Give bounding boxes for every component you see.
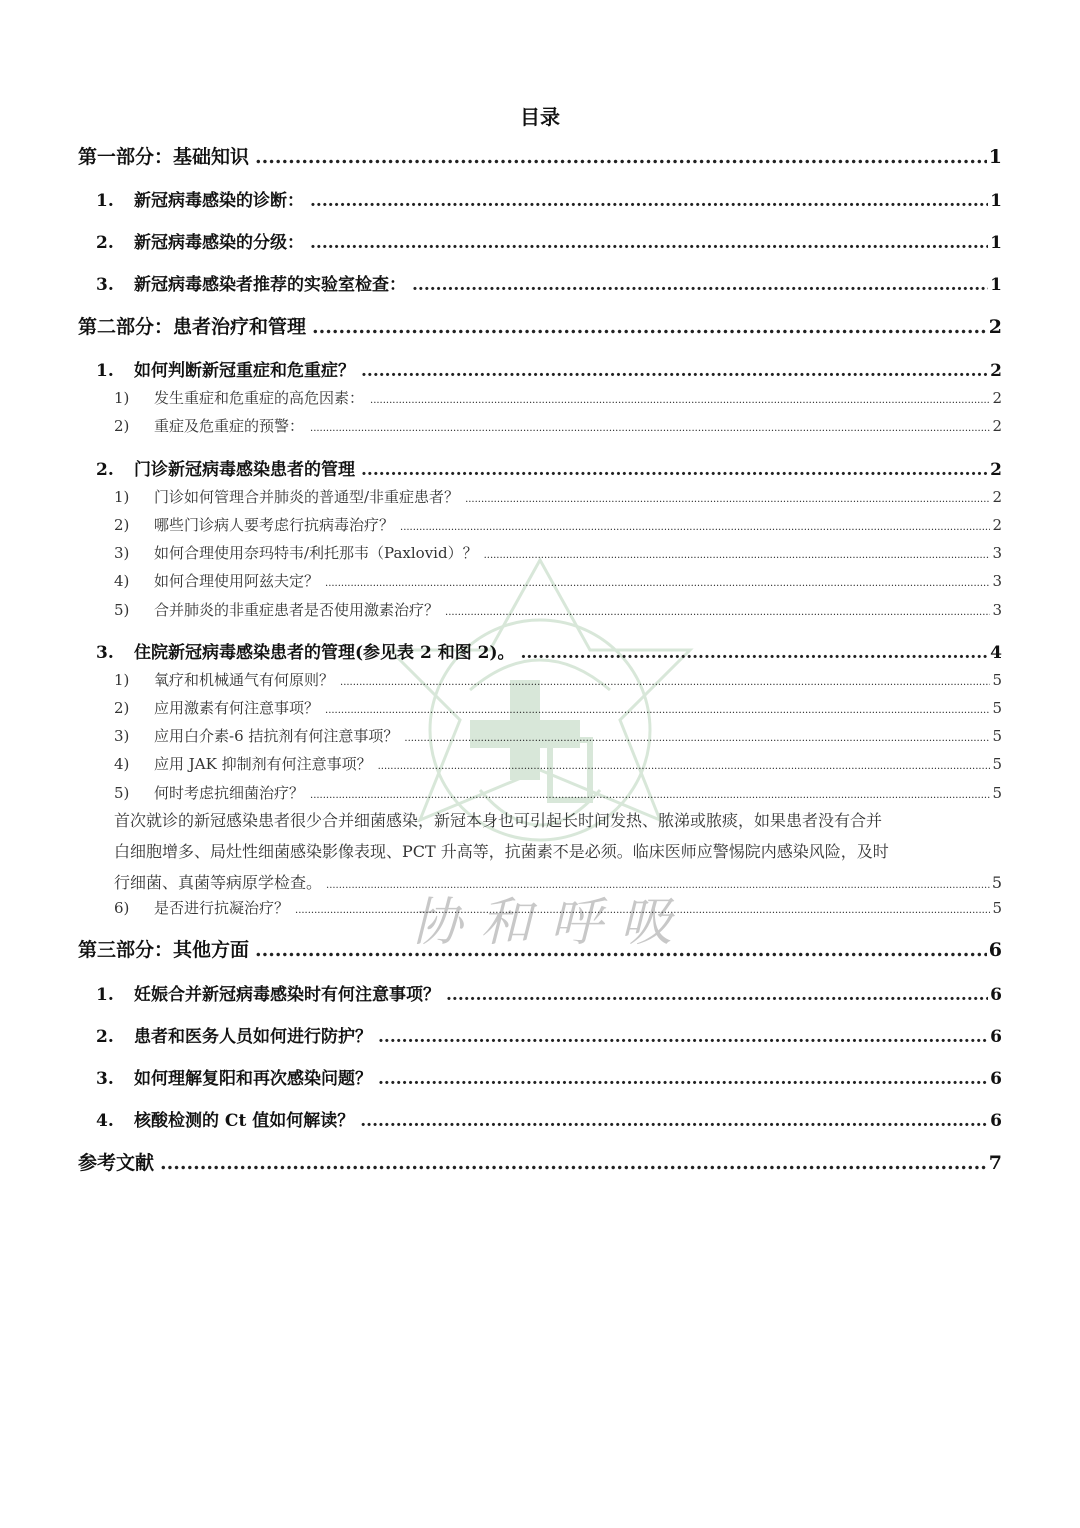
toc-entry-label: 参考文献 bbox=[78, 1152, 155, 1174]
toc-entry-number: 5) bbox=[114, 601, 130, 619]
paragraph-line: 行细菌、真菌等病原学检查。 bbox=[114, 873, 323, 892]
toc-entry-number: 1) bbox=[114, 389, 130, 407]
toc-entry[interactable] bbox=[96, 186, 1002, 211]
toc-subentry[interactable] bbox=[114, 753, 1002, 774]
toc-subentry[interactable] bbox=[114, 514, 1002, 535]
leader-dots bbox=[310, 233, 988, 253]
toc-page-number: 7 bbox=[988, 1152, 1002, 1174]
toc-page-number: 5 bbox=[992, 699, 1002, 717]
leader-dots bbox=[312, 316, 987, 338]
toc-subentry[interactable] bbox=[114, 387, 1002, 408]
leader-dots bbox=[465, 494, 990, 505]
toc-page-number: 1 bbox=[990, 275, 1002, 295]
toc-entry-label: 新冠病毒感染的诊断： bbox=[134, 191, 304, 211]
toc-entry-label: 何时考虑抗细菌治疗？ bbox=[154, 784, 305, 802]
toc-entry-number: 4) bbox=[114, 755, 130, 773]
leader-dots bbox=[310, 423, 990, 434]
leader-dots bbox=[160, 1152, 987, 1174]
toc-entry-part2[interactable] bbox=[78, 312, 1002, 339]
paragraph-line: 白细胞增多、局灶性细菌感染影像表现、PCT 升高等，抗菌素不是必须。临床医师应警惕院内感染风险，及时 bbox=[114, 842, 889, 861]
toc-entry-label: 第二部分：患者治疗和管理 bbox=[78, 316, 307, 338]
paragraph-last-line bbox=[114, 867, 1002, 901]
leader-dots bbox=[295, 905, 990, 916]
toc-subentry[interactable] bbox=[114, 697, 1002, 718]
toc-page-number: 1 bbox=[990, 233, 1002, 253]
toc-entry-label: 门诊如何管理合并肺炎的普通型/非重症患者？ bbox=[154, 488, 460, 506]
toc-page-number: 3 bbox=[992, 601, 1002, 619]
toc-subentry[interactable] bbox=[114, 415, 1002, 436]
toc-entry-label: 门诊新冠病毒感染患者的管理 bbox=[134, 460, 355, 480]
leader-dots bbox=[255, 146, 987, 168]
toc-page-number: 2 bbox=[992, 389, 1002, 407]
toc-entry-label: 氧疗和机械通气有何原则？ bbox=[154, 671, 335, 689]
leader-dots bbox=[446, 985, 988, 1005]
toc-subentry[interactable] bbox=[114, 725, 1002, 746]
toc-entry[interactable] bbox=[96, 270, 1002, 295]
toc-entry-label: 如何理解复阳和再次感染问题？ bbox=[134, 1069, 372, 1089]
toc-entry-label: 新冠病毒感染的分级： bbox=[134, 233, 304, 253]
leader-dots bbox=[255, 939, 987, 961]
toc-entry-label: 应用白介素-6 拮抗剂有何注意事项？ bbox=[154, 727, 399, 745]
toc-entry-number: 6) bbox=[114, 899, 130, 917]
toc-entry[interactable] bbox=[96, 1106, 1002, 1131]
toc-subentry[interactable] bbox=[114, 669, 1002, 690]
toc-entry-label: 合并肺炎的非重症患者是否使用激素治疗？ bbox=[154, 601, 440, 619]
toc-subentry[interactable] bbox=[114, 486, 1002, 507]
toc-entry[interactable] bbox=[96, 356, 1002, 381]
toc-subentry[interactable] bbox=[114, 599, 1002, 620]
toc-page-number: 2 bbox=[990, 460, 1002, 480]
toc-page-number: 2 bbox=[990, 361, 1002, 381]
toc-page-number: 6 bbox=[990, 1069, 1002, 1089]
toc-entry[interactable] bbox=[96, 980, 1002, 1005]
toc-subentry[interactable] bbox=[114, 897, 1002, 918]
leader-dots bbox=[484, 550, 991, 561]
toc-entry-references[interactable] bbox=[78, 1148, 1002, 1175]
toc-entry[interactable] bbox=[96, 228, 1002, 253]
toc-page-number: 6 bbox=[990, 1027, 1002, 1047]
leader-dots bbox=[310, 790, 990, 801]
toc-entry-number: 3. bbox=[96, 1069, 114, 1089]
leader-dots bbox=[360, 1111, 988, 1131]
leader-dots bbox=[378, 1069, 988, 1089]
toc-page-number: 3 bbox=[992, 572, 1002, 590]
toc-page-number: 2 bbox=[988, 316, 1002, 338]
toc-entry-number: 4. bbox=[96, 1111, 114, 1131]
toc-title: 目录 bbox=[520, 105, 560, 129]
toc-entry-label: 如何判断新冠重症和危重症？ bbox=[134, 361, 355, 381]
toc-entry[interactable] bbox=[96, 638, 1002, 663]
toc-entry-number: 3) bbox=[114, 544, 130, 562]
toc-subentry[interactable] bbox=[114, 570, 1002, 591]
leader-dots bbox=[325, 578, 990, 589]
toc-page-number: 2 bbox=[992, 417, 1002, 435]
toc-subentry[interactable] bbox=[114, 542, 1002, 563]
toc-entry-part1[interactable] bbox=[78, 142, 1002, 169]
leader-dots bbox=[521, 643, 989, 663]
leader-dots bbox=[325, 705, 990, 716]
toc-entry-label: 重症及危重症的预警： bbox=[154, 417, 305, 435]
toc-entry-label: 是否进行抗凝治疗？ bbox=[154, 899, 290, 917]
toc-entry[interactable] bbox=[96, 1022, 1002, 1047]
leader-dots bbox=[370, 395, 990, 406]
toc-entry-number: 5) bbox=[114, 784, 130, 802]
toc-entry-number: 1. bbox=[96, 985, 114, 1005]
toc-page-number: 5 bbox=[992, 784, 1002, 802]
leader-dots bbox=[361, 361, 988, 381]
toc-page-number: 5 bbox=[992, 671, 1002, 689]
toc-entry-number: 2. bbox=[96, 233, 114, 253]
toc-page-number: 5 bbox=[992, 899, 1002, 917]
toc-page-number: 5 bbox=[991, 873, 1002, 892]
toc-entry-number: 3. bbox=[96, 275, 114, 295]
toc-entry-label: 发生重症和危重症的高危因素： bbox=[154, 389, 365, 407]
toc-entry-number: 1) bbox=[114, 488, 130, 506]
toc-entry-number: 2) bbox=[114, 417, 130, 435]
toc-paragraph[interactable] bbox=[114, 805, 1002, 901]
toc-entry-number: 2) bbox=[114, 516, 130, 534]
toc-entry-label: 新冠病毒感染者推荐的实验室检查： bbox=[134, 275, 406, 295]
toc-entry-label: 应用激素有何注意事项？ bbox=[154, 699, 320, 717]
toc-entry-label: 住院新冠病毒感染患者的管理(参见表 2 和图 2)。 bbox=[134, 643, 515, 663]
toc-entry-label: 哪些门诊病人要考虑行抗病毒治疗？ bbox=[154, 516, 395, 534]
toc-entry-number: 1. bbox=[96, 191, 114, 211]
watermark-text: 协和呼吸 bbox=[409, 893, 690, 953]
toc-page-number: 1 bbox=[988, 146, 1002, 168]
toc-entry-label: 应用 JAK 抑制剂有何注意事项？ bbox=[154, 755, 372, 773]
leader-dots bbox=[378, 1027, 988, 1047]
toc-entry-number: 1. bbox=[96, 361, 114, 381]
toc-entry-number: 2) bbox=[114, 699, 130, 717]
toc-subentry[interactable] bbox=[114, 782, 1002, 803]
toc-page-number: 3 bbox=[992, 544, 1002, 562]
toc-entry-number: 2. bbox=[96, 460, 114, 480]
toc-entry[interactable] bbox=[96, 455, 1002, 480]
toc-page-number: 2 bbox=[992, 488, 1002, 506]
leader-dots bbox=[404, 733, 990, 744]
toc-entry-label: 妊娠合并新冠病毒感染时有何注意事项？ bbox=[134, 985, 440, 1005]
leader-dots bbox=[310, 191, 988, 211]
toc-entry-label: 核酸检测的 Ct 值如何解读？ bbox=[134, 1111, 355, 1131]
toc-entry-number: 3. bbox=[96, 643, 114, 663]
leader-dots bbox=[361, 460, 988, 480]
toc-entry[interactable] bbox=[96, 1064, 1002, 1089]
toc-entry-part3[interactable] bbox=[78, 935, 1002, 962]
toc-page-number: 6 bbox=[988, 939, 1002, 961]
toc-entry-label: 如何合理使用阿兹夫定？ bbox=[154, 572, 320, 590]
toc-page-number: 1 bbox=[990, 191, 1002, 211]
leader-dots bbox=[340, 677, 990, 688]
toc-page-number: 6 bbox=[990, 985, 1002, 1005]
toc-page-number: 5 bbox=[992, 727, 1002, 745]
toc-page-number: 6 bbox=[990, 1111, 1002, 1131]
leader-dots bbox=[378, 761, 991, 772]
toc-page-number: 4 bbox=[990, 643, 1002, 663]
toc-entry-label: 第一部分：基础知识 bbox=[78, 146, 250, 168]
toc-entry-label: 如何合理使用奈玛特韦/利托那韦（Paxlovid）？ bbox=[154, 544, 478, 562]
toc-entry-label: 第三部分：其他方面 bbox=[78, 939, 250, 961]
leader-dots bbox=[445, 607, 990, 618]
toc-entry-number: 4) bbox=[114, 572, 130, 590]
paragraph-line: 首次就诊的新冠感染患者很少合并细菌感染，新冠本身也可引起长时间发热、脓涕或脓痰，如果患者没有合并 bbox=[114, 811, 883, 830]
toc-entry-number: 1) bbox=[114, 671, 130, 689]
toc-page-number: 2 bbox=[992, 516, 1002, 534]
toc-entry-number: 2. bbox=[96, 1027, 114, 1047]
toc-entry-label: 患者和医务人员如何进行防护？ bbox=[134, 1027, 372, 1047]
toc-page-number: 5 bbox=[992, 755, 1002, 773]
leader-dots bbox=[412, 275, 988, 295]
toc-entry-number: 3) bbox=[114, 727, 130, 745]
leader-dots bbox=[400, 522, 990, 533]
